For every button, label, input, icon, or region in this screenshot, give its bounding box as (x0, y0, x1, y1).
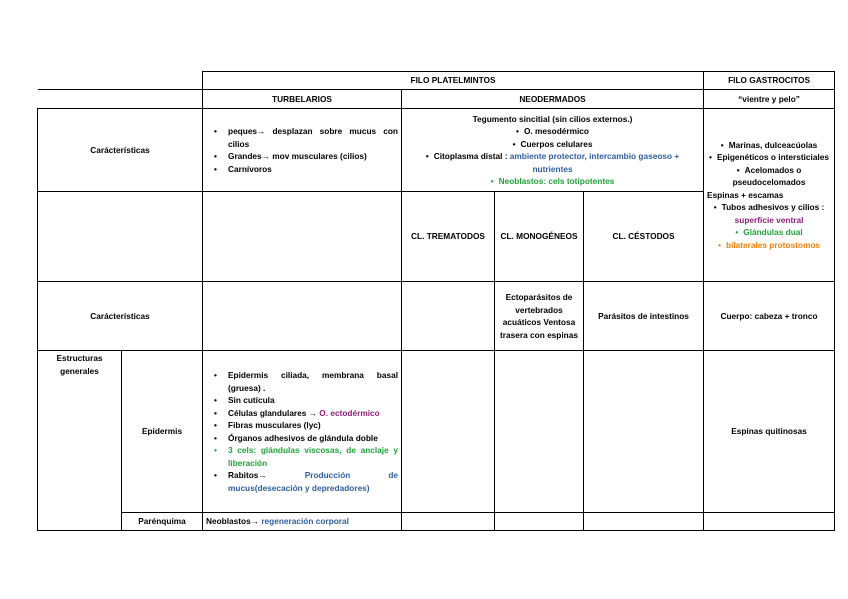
list-item: • Sin cutícula (228, 394, 398, 407)
vientre-pelo-header: “vientre y pelo” (704, 90, 835, 109)
empty-cell (495, 513, 584, 531)
tubos-colored: superficie ventral (734, 214, 804, 225)
epidermis-description (203, 351, 402, 513)
empty-corner-2 (38, 90, 203, 109)
espinas-escamas-text: Espinas + escamas (707, 189, 784, 200)
cestodos-header: CL. CÉSTODOS (584, 192, 704, 282)
list-item: • peques→ desplazan sobre mucus con cilios (228, 125, 398, 150)
tegumento-text: Tegumento sincitial (sin cilios externos.) (472, 113, 633, 124)
monogeneos-header: CL. MONOGÉNEOS (495, 192, 584, 282)
filo-platelmintos-header: FILO PLATELMINTOS (203, 72, 704, 90)
classification-table (37, 71, 835, 531)
empty-cell (402, 282, 495, 351)
monogeneos-characteristics: Ectoparásitos de vertebrados acuáticos Ventosa trasera con espinas (495, 282, 584, 351)
empty-cell (402, 351, 495, 513)
estructuras-generales-label: Estructuras generales (38, 351, 122, 531)
gastrocitos-cuerpo: Cuerpo: cabeza + tronco (704, 282, 835, 351)
list-item: • Células glandulares → O. ectodérmico (228, 407, 398, 420)
gastrocitos-characteristics (704, 109, 835, 282)
parenquima-label: Parénquima (122, 513, 203, 531)
neodermados-characteristics (402, 109, 704, 192)
parenquima-description: Neoblastos→ regeneración corporal (203, 513, 402, 531)
turbelarios-characteristics (203, 109, 402, 192)
citoplasma-label: Citoplasma distal : (433, 151, 510, 161)
neodermados-header: NEODERMADOS (402, 90, 704, 109)
trematodos-header: CL. TREMATODOS (402, 192, 495, 282)
caracteristicas-label-1: Carácterísticas (38, 109, 203, 192)
empty-cell (584, 513, 704, 531)
empty-cell (203, 192, 402, 282)
neoblastos-item: • Neoblastos: cels totipotentes (405, 175, 700, 188)
list-item: • Epidermis ciliada, membrana basal (gruesa) . (228, 369, 398, 394)
espinas-quitinosas: Espinas quitinosas (704, 351, 835, 513)
empty-cell (584, 351, 704, 513)
tubos-item (707, 201, 831, 226)
empty-cell (203, 282, 402, 351)
list-item: • Epigenéticos o intersticiales (707, 151, 831, 164)
list-item: • Acelomados o pseudocelomados (707, 164, 831, 189)
bilaterales-item: • bilaterales protostomos (707, 239, 831, 252)
list-item: • Cuerpos celulares (405, 138, 700, 151)
empty-cell (495, 351, 584, 513)
empty-cell (38, 192, 203, 282)
list-item: • Fibras musculares (lyc) (228, 419, 398, 432)
citoplasma-colored: ambiente protector, intercambio gaseoso + nutrientes (509, 151, 680, 174)
tubos-prefix: Tubos adhesivos y cilios : (721, 202, 825, 213)
list-item: • Grandes→ mov musculares (cilios) (228, 150, 398, 163)
empty-cell (704, 513, 835, 531)
glandulas-item: • Glándulas dual (707, 226, 831, 239)
list-item: • Rabitos→ Producción de mucus(desecación y depredadores) (228, 469, 398, 494)
citoplasma-item (405, 150, 700, 175)
list-item: • Órganos adhesivos de glándula doble (228, 432, 398, 445)
list-item: • O. mesodérmico (405, 125, 700, 138)
list-item: • Carnívoros (228, 163, 398, 176)
epidermis-label: Epidermis (122, 351, 203, 513)
list-item: • 3 cels: glándulas viscosas, de anclaje y liberación (228, 444, 398, 469)
empty-corner (38, 72, 203, 90)
filo-gastrocitos-header: FILO GASTROCITOS (704, 72, 835, 90)
list-item: • Marinas, dulceacúolas (707, 139, 831, 152)
cestodos-characteristics: Parásitos de intestinos (584, 282, 704, 351)
caracteristicas-label-2: Carácterísticas (38, 282, 203, 351)
turbelarios-header: TURBELARIOS (203, 90, 402, 109)
empty-cell (402, 513, 495, 531)
